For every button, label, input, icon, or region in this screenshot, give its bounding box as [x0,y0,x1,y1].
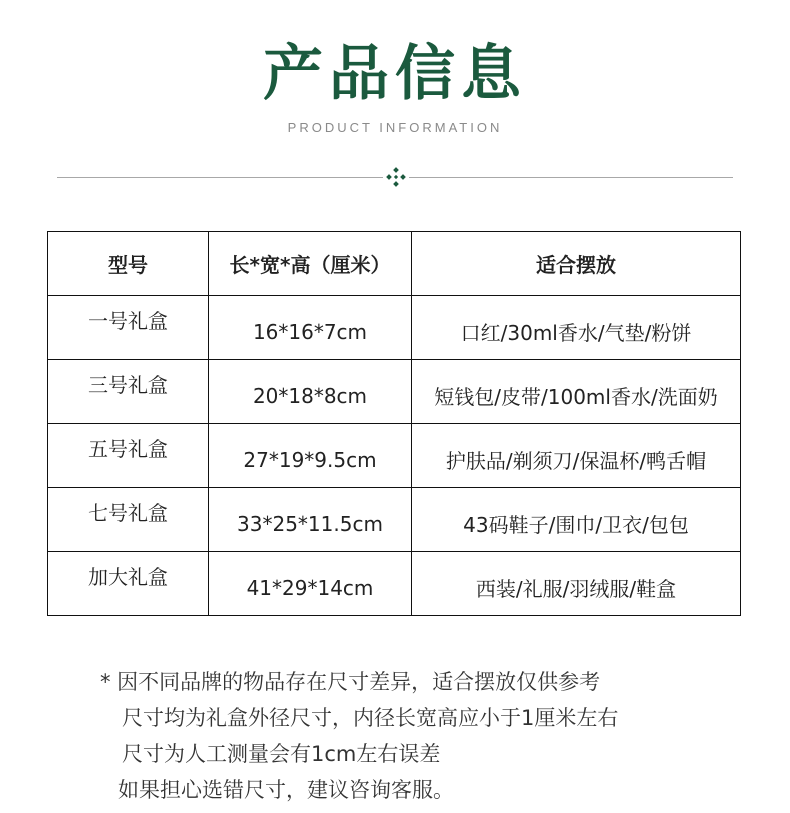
disclaimer-notes [100,664,618,808]
page-subtitle: PRODUCT INFORMATION [287,120,503,135]
cell-model: 加大礼盒 [48,552,209,616]
cell-model: 三号礼盒 [48,360,209,424]
table-header-row [48,232,741,296]
cell-dimensions: 16*16*7cm [209,296,412,360]
cell-dimensions: 41*29*14cm [209,552,412,616]
table-row [48,360,741,424]
diamond-cross-ornament-icon [383,166,409,188]
cell-suitable-items: 43码鞋子/围巾/卫衣/包包 [412,488,741,552]
cell-model: 一号礼盒 [48,296,209,360]
note-line: 如果担心选错尺寸，建议咨询客服。 [118,778,454,802]
cell-dimensions: 27*19*9.5cm [209,424,412,488]
cell-suitable-items: 短钱包/皮带/100ml香水/洗面奶 [412,360,741,424]
cell-model: 七号礼盒 [48,488,209,552]
cell-suitable-items: 西装/礼服/羽绒服/鞋盒 [412,552,741,616]
table-row [48,424,741,488]
header-dimensions: 长*宽*高（厘米） [209,232,412,296]
table-row [48,296,741,360]
header-model: 型号 [48,232,209,296]
page-title: 产品信息 [263,39,527,109]
cell-suitable-items: 护肤品/剃须刀/保温杯/鸭舌帽 [412,424,741,488]
note-line: 尺寸均为礼盒外径尺寸，内径长宽高应小于1厘米左右 [122,706,619,730]
note-line: 尺寸为人工测量会有1cm左右误差 [122,742,441,766]
cell-dimensions: 33*25*11.5cm [209,488,412,552]
cell-model: 五号礼盒 [48,424,209,488]
cell-suitable-items: 口红/30ml香水/气垫/粉饼 [412,296,741,360]
table-row [48,552,741,616]
table-row [48,488,741,552]
size-spec-table [47,231,741,616]
note-line: * 因不同品牌的物品存在尺寸差异，适合摆放仅供参考 [100,670,601,694]
header-suitable-items: 适合摆放 [412,232,741,296]
cell-dimensions: 20*18*8cm [209,360,412,424]
